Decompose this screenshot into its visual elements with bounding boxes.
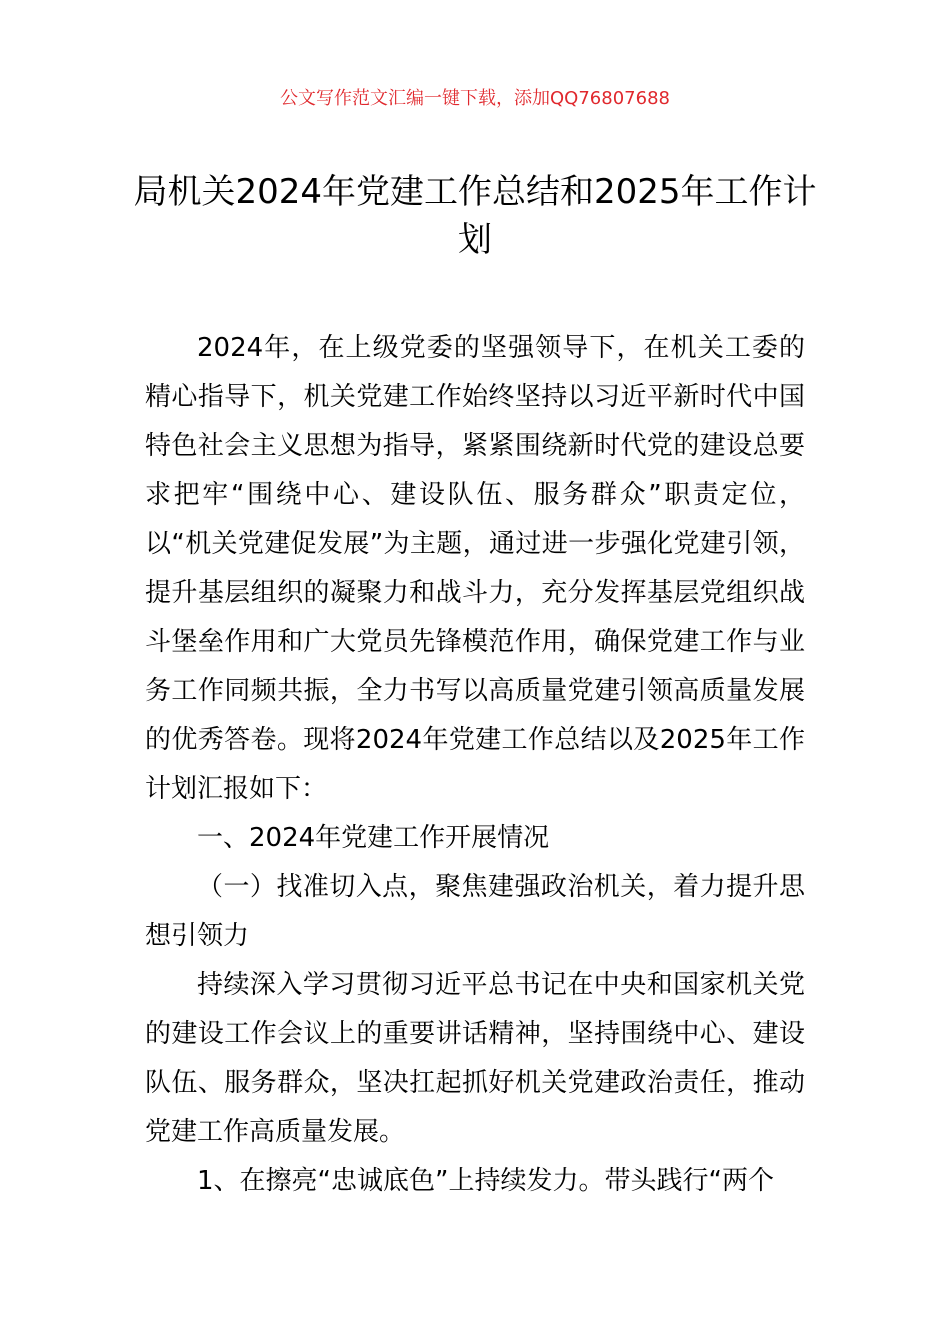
- section-heading-1: 一、2024年党建工作开展情况: [197, 823, 550, 853]
- intro-paragraph: 2024年，在上级党委的坚强领导下，在机关工委的精心指导下，机关党建工作始终坚持以习近平新时代中国特色社会主义思想为指导，紧紧围绕新时代党的建设总要求把牢“围绕中心、建设队伍、服务群众”职责定位，以“机关党建促发展”为主题，通过进一步强化党建引领，提升基层组织的凝聚力和战斗力，充分发挥基层党组织战斗堡垒作用和广大党员先锋模范作用，确保党建工作与业务工作同频共振，全力书写以高质量党建引领高质量发展的优秀答卷。现将2024年党建工作总结以及2025年工作计划汇报如下：: [145, 333, 805, 804]
- body-paragraph: 持续深入学习贯彻习近平总书记在中央和国家机关党的建设工作会议上的重要讲话精神，坚持围绕中心、建设队伍、服务群众，坚决扛起抓好机关党建政治责任，推动党建工作高质量发展。: [145, 970, 805, 1147]
- item-paragraph-1: 1、在擦亮“忠诚底色”上持续发力。带头践行“两个: [197, 1166, 774, 1196]
- header-note: 公文写作范文汇编一键下载，添加QQ76807688: [280, 88, 670, 109]
- document-title: 局机关2024年党建工作总结和2025年工作计划: [133, 172, 817, 260]
- subsection-heading-1: （一）找准切入点，聚焦建强政治机关，着力提升思想引领力: [145, 872, 805, 951]
- document-body: [145, 324, 805, 1206]
